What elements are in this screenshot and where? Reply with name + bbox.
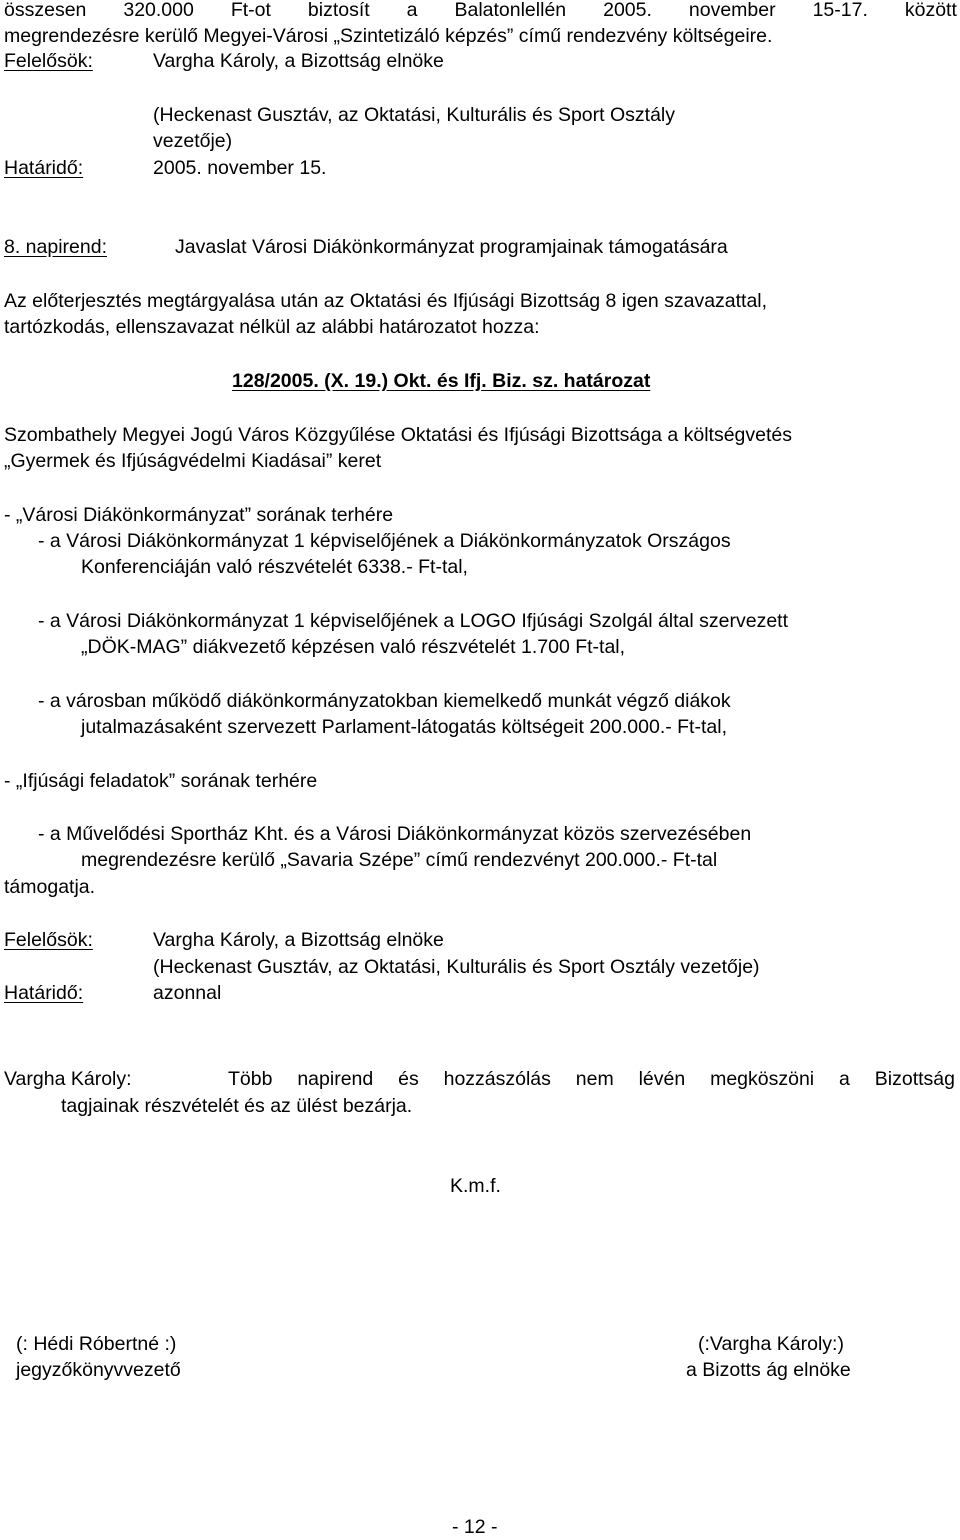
resolution-text: Szombathely Megyei Jogú Város Közgyűlése Oktatási és Ifjúsági Bizottsága a költségvetés xyxy=(4,424,792,446)
budget-section-heading: - „Városi Diákönkormányzat” sorának terhére xyxy=(4,504,394,526)
responsibles-label: Felelősök: xyxy=(4,929,93,951)
list-item: - a Városi Diákönkormányzat 1 képviselőjének a Diákönkormányzatok Országos xyxy=(38,530,731,552)
list-item: - a Művelődési Sportház Kht. és a Városi Diákönkormányzat közös szervezésében xyxy=(38,823,752,845)
responsible-name: Vargha Károly, a Bizottság elnöke xyxy=(153,929,444,951)
speaker-label: Vargha Károly: xyxy=(4,1068,132,1090)
vote-statement: tartózkodás, ellenszavazat nélkül az alábbi határozatot hozza: xyxy=(4,316,540,338)
list-item-continuation: megrendezésre kerülő „Savaria Szépe” című rendezvényt 200.000.- Ft-tal xyxy=(81,849,718,871)
remark-word: napirend xyxy=(297,1068,374,1090)
remark-word: és xyxy=(398,1068,419,1090)
intro-word: Balatonlellén xyxy=(454,0,567,21)
remark-word: Több xyxy=(228,1068,273,1090)
deadline-value: azonnal xyxy=(153,982,222,1004)
page-number: - 12 - xyxy=(452,1516,498,1538)
intro-line-1 xyxy=(4,0,957,23)
list-item-continuation: „DÖK-MAG” diákvezető képzésen való részvételét 1.700 Ft-tal, xyxy=(81,636,626,658)
vote-statement: Az előterjesztés megtárgyalása után az Oktatási és Ifjúsági Bizottság 8 igen szavazattal, xyxy=(4,290,768,312)
remark-word: lévén xyxy=(638,1068,686,1090)
deadline-value: 2005. november 15. xyxy=(153,157,327,179)
intro-word: 2005. xyxy=(603,0,652,21)
intro-word: 320.000 xyxy=(123,0,194,21)
list-item: - a városban működő diákönkormányzatokban kiemelkedő munkát végző diákok xyxy=(38,690,731,712)
intro-word: 15-17. xyxy=(812,0,868,21)
responsible-detail: (Heckenast Gusztáv, az Oktatási, Kulturális és Sport Osztály vezetője) xyxy=(153,956,760,978)
intro-word: a xyxy=(406,0,418,21)
agenda-number: 8. napirend: xyxy=(4,236,107,258)
resolution-text: „Gyermek és Ifjúságvédelmi Kiadásai” keret xyxy=(4,450,382,472)
responsible-detail: (Heckenast Gusztáv, az Oktatási, Kulturális és Sport Osztály xyxy=(153,104,675,126)
resolution-title: 128/2005. (X. 19.) Okt. és Ifj. Biz. sz. határozat xyxy=(232,370,651,392)
intro-word: között xyxy=(904,0,957,21)
closing-remark-line-2: tagjainak részvételét és az ülést bezárja. xyxy=(61,1095,413,1117)
responsible-name: Vargha Károly, a Bizottság elnöke xyxy=(153,50,444,72)
deadline-label: Határidő: xyxy=(4,982,84,1004)
list-item: - a Városi Diákönkormányzat 1 képviselőjének a LOGO Ifjúsági Szolgál által szervezett xyxy=(38,610,789,632)
remark-word: hozzászólás xyxy=(443,1068,551,1090)
responsibles-label: Felelősök: xyxy=(4,50,93,72)
intro-line-2: megrendezésre kerülő Megyei-Városi „Szintetizáló képzés” című rendezvény költségeire. xyxy=(4,25,773,47)
intro-word: Ft-ot xyxy=(230,0,271,21)
intro-word: összesen xyxy=(4,0,87,21)
kmf-label: K.m.f. xyxy=(450,1175,501,1197)
remark-word: Bizottság xyxy=(874,1068,955,1090)
signature-right-title: a Bizotts ág elnöke xyxy=(686,1359,851,1381)
resolution-closing: támogatja. xyxy=(4,876,96,898)
intro-word: biztosít xyxy=(307,0,370,21)
list-item-continuation: jutalmazásaként szervezett Parlament-látogatás költségeit 200.000.- Ft-tal, xyxy=(81,716,727,738)
remark-word: nem xyxy=(575,1068,614,1090)
deadline-label: Határidő: xyxy=(4,157,84,179)
closing-remark-line-1 xyxy=(228,1066,955,1092)
list-item-continuation: Konferenciáján való részvételét 6338.- Ft-tal, xyxy=(81,556,468,578)
signature-left-title: jegyzőkönyvvezető xyxy=(16,1359,181,1381)
responsible-detail: vezetője) xyxy=(153,130,233,152)
budget-section-heading: - „Ifjúsági feladatok” sorának terhére xyxy=(4,770,318,792)
signature-right-name: (:Vargha Károly:) xyxy=(698,1333,844,1355)
signature-left-name: (: Hédi Róbertné :) xyxy=(16,1333,177,1355)
remark-word: a xyxy=(839,1068,850,1090)
agenda-title: Javaslat Városi Diákönkormányzat programjainak támogatására xyxy=(175,236,728,258)
intro-word: november xyxy=(688,0,776,21)
remark-word: megköszöni xyxy=(710,1068,815,1090)
